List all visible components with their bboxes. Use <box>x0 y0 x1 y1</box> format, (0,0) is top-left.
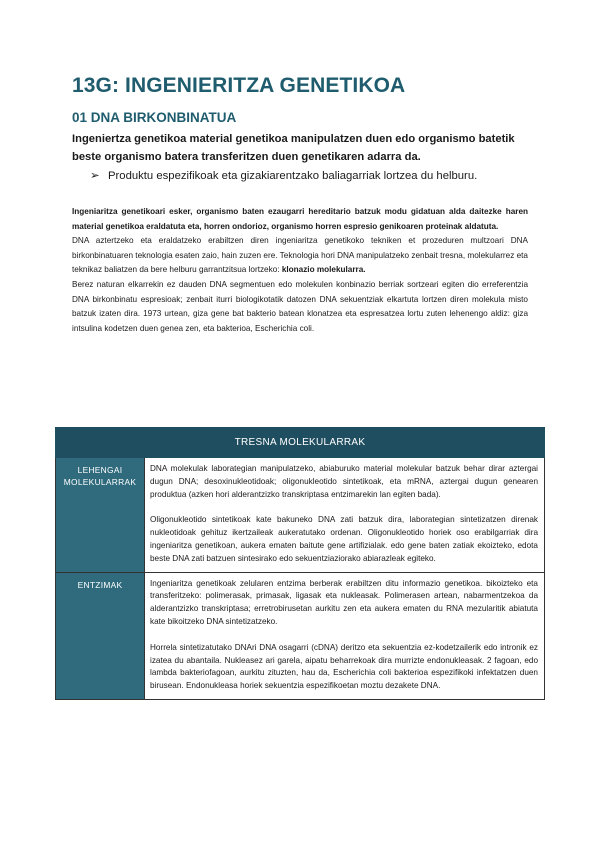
section-heading: 01 DNA BIRKONBINATUA <box>72 110 237 125</box>
body-paragraph-2 <box>72 234 528 278</box>
table-header-row <box>56 428 545 458</box>
row-content <box>145 572 545 699</box>
row-content <box>145 458 545 573</box>
row-paragraph: DNA molekulak laborategian manipulatzeko, abiaburuko material molekular batzuk behar dirar aztergai dugun DNA; desoxinukleotidoak; oligonukleotido sintetikoak, eta mRNA, aztergai dugun genearen produktua (azken hori alderantzizko transkriptasa entzimarekin lan egiten bada). <box>150 464 538 499</box>
row-label: ENTZIMAK <box>56 572 145 699</box>
table-row <box>56 458 545 573</box>
table-header: TRESNA MOLEKULARRAK <box>56 428 545 458</box>
body-text <box>72 205 528 336</box>
row-paragraph: Ingeniaritza genetikoak zelularen entzima berberak erabiltzen ditu informazio genetikoa. bikoizteko eta transferitzeko: polimerasak, primasak, ligasak eta nukleasak. Polimerasen artean, nabarmentzekoa da alderantzizko transkriptasa; erretrobirusetan aurkitu zen eta aukera ematen du RNA mezularitik abiatuta kate bikoitzeko DNA sintetizatzeko. <box>150 578 538 626</box>
body-paragraph-2-bold: klonazio molekularra. <box>281 265 366 275</box>
body-paragraph-3: Berez naturan elkarrekin ez dauden DNA segmentuen edo molekulen konbinazio berriak sortzeari egiten dio erreferentzia DNA birkonbinatu espresioak; zenbait iturri biologikotatik datozen DNA sekuentziak elkartuta lortzen diren molekula misto batzuk izaten dira. 1973 urtean, giza gene bat bakterio batean klonatzea eta espresatzea lortu zuten lehenengo aldiz: giza intsulina kodetzen duen genea zen, eta bakterioa, Escherichia coli. <box>72 279 528 333</box>
table-row <box>56 572 545 699</box>
row-label: LEHENGAI MOLEKULARRAK <box>56 458 145 573</box>
lead-paragraph: Ingeniertza genetikoa material genetikoa manipulatzen duen edo organismo batetik beste organismo batera transferitzen duen genetikaren adarra da. <box>72 133 515 163</box>
bullet-text: Produktu espezifikoak eta gizakiarentzako baliagarriak lortzea du helburu. <box>108 170 478 182</box>
arrow-bullet-icon: ➢ <box>90 170 100 182</box>
page-title: 13G: INGENIERITZA GENETIKOA <box>72 74 406 97</box>
body-paragraph-1: Ingeniaritza genetikoari esker, organismo baten ezaugarri hereditario batzuk modu gidatuan alda daitezke haren material genetikoa eraldatuta eta, horren ondorioz, organismo horren espresio genikoaren proteinak aldatuta. <box>72 207 528 231</box>
body-paragraph-2-text: DNA aztertzeko eta eraldatzeko erabiltzen diren ingeniaritza genetikoko tekniken et prozeduren multzoari DNA birkonbinatuaren teknologia esaten zaio, hain zuzen ere. Teknologia hori DNA manipulatzeko zenbait tresna, molekularrez eta teknikaz baliatzen da bere helburu garrantzitsua lortzeko: <box>72 236 528 275</box>
row-paragraph: Oligonukleotido sintetikoak kate bakuneko DNA zati batzuk dira, laborategian sintetizatzen direnak nukleotidoak gehituz ikertzaileak aukeratutako ordenan. Oligonukleotido horiek oso erabilgarriak dira ingeniaritza genetikoan, aukera ematen baitute gene artifizialak. edo gene baten zatiak ekoizteko, edota beste DNA zati batzuen sintesirako edo sekuentziaziorako abiarazleak egiteko. <box>150 515 538 563</box>
molecular-tools-table <box>55 427 545 700</box>
row-paragraph: Horrela sintetizatutako DNAri DNA osagarri (cDNA) deritzo eta sekuentzia ez-kodetzailerik edo intronik ez izatea du abantaila. Nukleasez ari garela, aipatu beharrekoak dira murrizte endonukleasak. 2 fagoan, edo lambda bakteriofagoan, aurkitu zituzten, hau da, Escherichia coli bakterioa espezifikoki infektatzen duen birusean. Endonukleasa horiek sekuentzia espezifikoetan moztu dezakete DNA. <box>150 642 538 691</box>
bullet-item <box>90 169 477 182</box>
